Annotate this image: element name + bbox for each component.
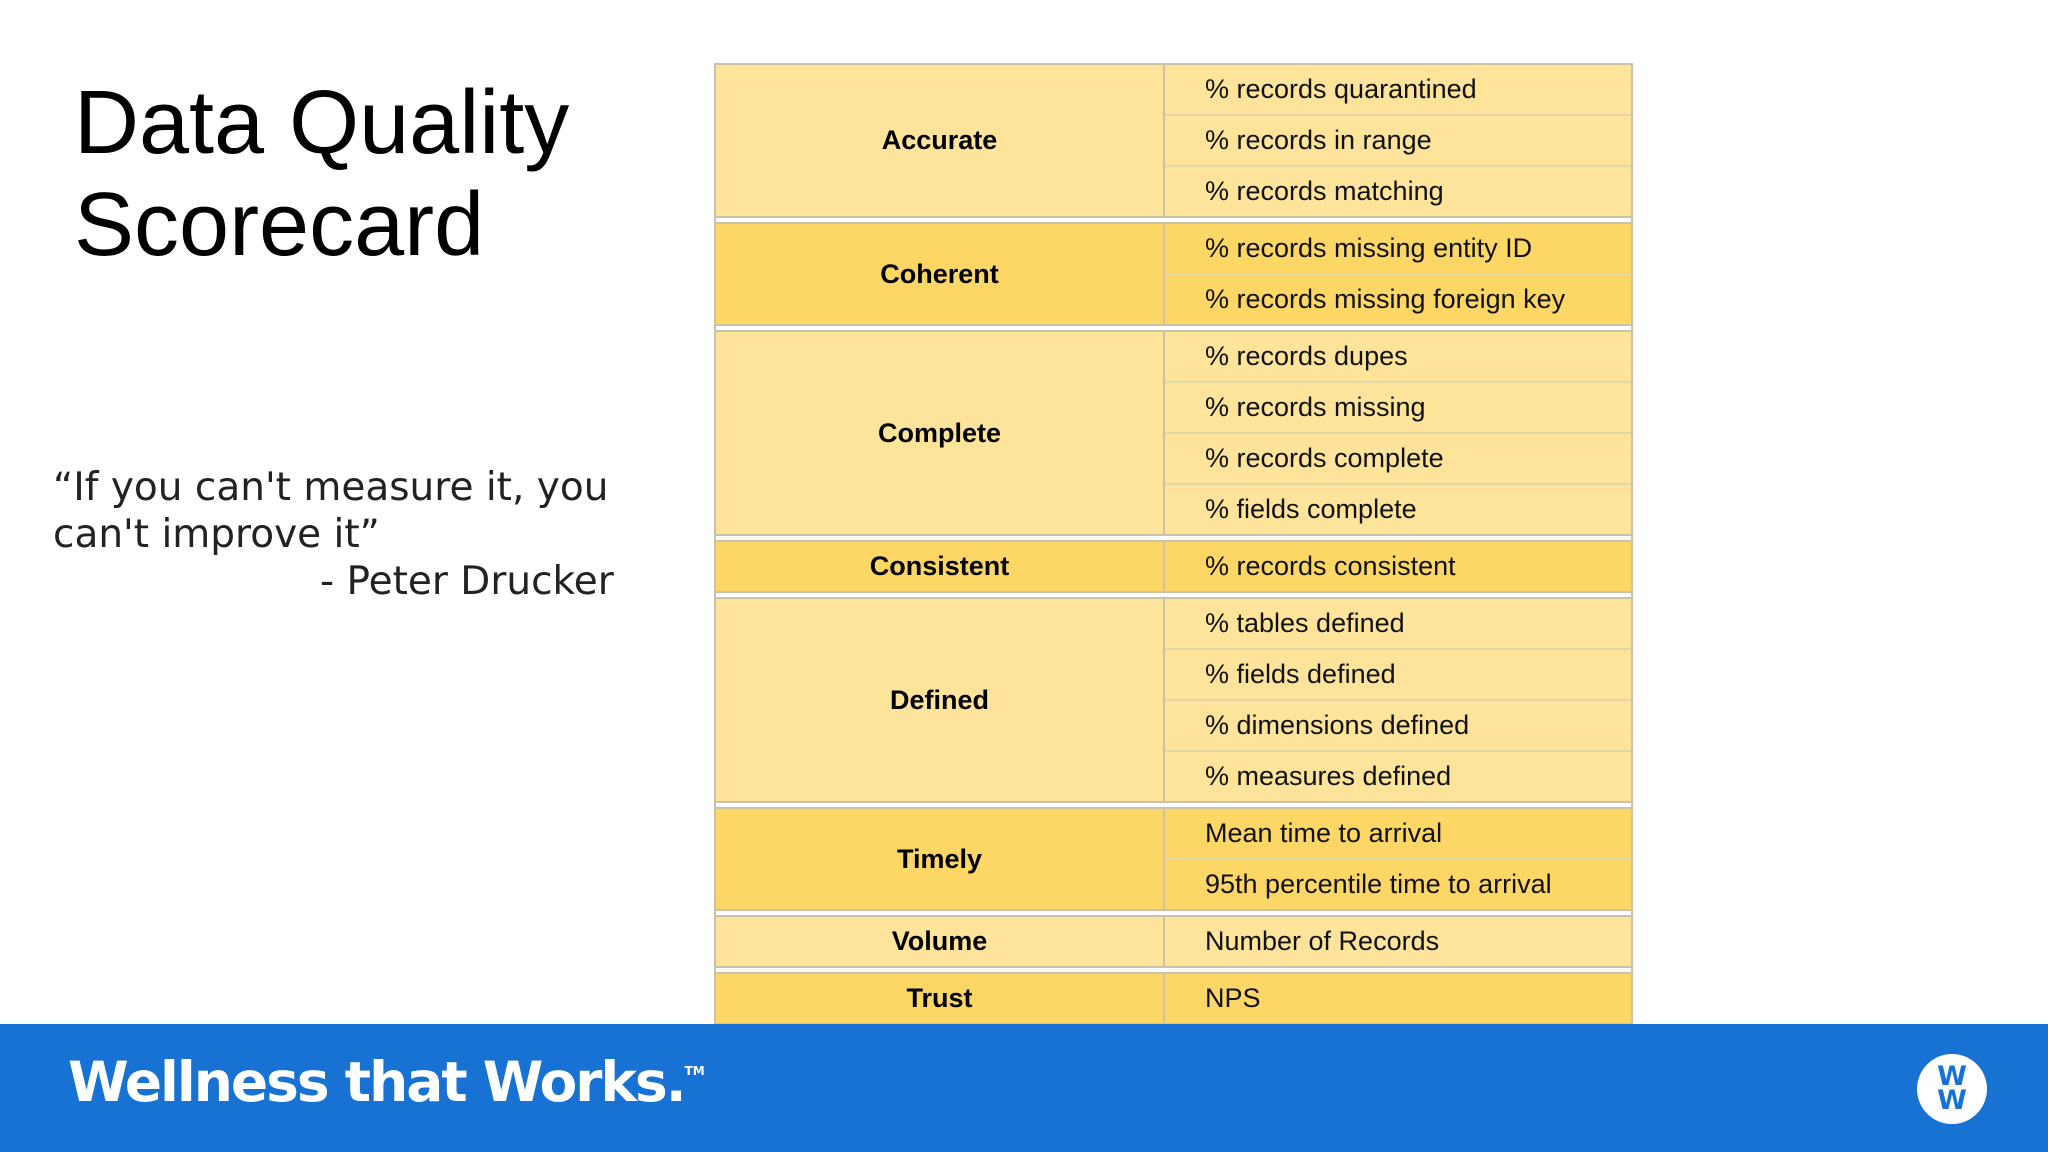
quote xyxy=(53,464,633,605)
metric-cell: % records complete xyxy=(1165,434,1631,485)
metric-cell: NPS xyxy=(1205,983,1261,1013)
metric-cell: % tables defined xyxy=(1165,599,1631,650)
footer-bar xyxy=(0,1024,2048,1152)
brand-tagline-text: Wellness that Works. xyxy=(68,1050,685,1114)
metric-cell: % records in range xyxy=(1165,116,1631,167)
scorecard-group-defined xyxy=(716,597,1631,803)
scorecard-group-timely xyxy=(716,807,1631,911)
metric-cell: % records missing entity ID xyxy=(1165,224,1631,275)
metric-cell: % dimensions defined xyxy=(1165,701,1631,752)
quote-line-2: can't improve it” xyxy=(53,512,380,557)
scorecard-table xyxy=(714,63,1633,1029)
quote-line-1: “If you can't measure it, you xyxy=(53,465,609,510)
brand-tagline xyxy=(68,1050,705,1114)
metric-cell: % records matching xyxy=(1205,176,1444,206)
scorecard-group-volume xyxy=(716,915,1631,968)
scorecard-group-consistent xyxy=(716,540,1631,593)
metric-cell: Number of Records xyxy=(1205,926,1440,956)
metric-cell: % fields complete xyxy=(1205,494,1417,524)
slide-title-line-2: Scorecard xyxy=(74,175,485,275)
metric-cell: % records quarantined xyxy=(1165,65,1631,116)
trademark-mark: TM xyxy=(684,1064,705,1078)
scorecard-group-coherent xyxy=(716,222,1631,326)
metric-cell: % records missing foreign key xyxy=(1205,284,1566,314)
metric-cell: % records consistent xyxy=(1205,551,1456,581)
logo-letter-top: W xyxy=(1937,1061,1967,1092)
metrics-list xyxy=(1165,332,1631,534)
logo-letter-bottom: W xyxy=(1937,1085,1967,1116)
category-cell: Trust xyxy=(716,974,1165,1023)
category-cell: Defined xyxy=(716,599,1165,801)
metric-cell: % records missing xyxy=(1165,383,1631,434)
category-cell: Complete xyxy=(716,332,1165,534)
category-cell: Timely xyxy=(716,809,1165,909)
metrics-list xyxy=(1165,809,1631,909)
metric-cell: % fields defined xyxy=(1165,650,1631,701)
ww-logo-icon xyxy=(1917,1054,1987,1124)
category-cell: Volume xyxy=(716,917,1165,966)
slide-title xyxy=(74,72,569,276)
metrics-list xyxy=(1165,542,1631,591)
category-cell: Coherent xyxy=(716,224,1165,324)
slide-title-line-1: Data Quality xyxy=(74,73,570,173)
metric-cell: % records dupes xyxy=(1165,332,1631,383)
metrics-list xyxy=(1165,65,1631,216)
scorecard-group-complete xyxy=(716,330,1631,536)
category-cell: Accurate xyxy=(716,65,1165,216)
quote-author: - Peter Drucker xyxy=(320,559,614,604)
scorecard-group-trust xyxy=(716,972,1631,1025)
metric-cell: % measures defined xyxy=(1205,761,1452,791)
metrics-list xyxy=(1165,599,1631,801)
scorecard-group-accurate xyxy=(716,63,1631,218)
metrics-list xyxy=(1165,974,1631,1023)
category-cell: Consistent xyxy=(716,542,1165,591)
metrics-list xyxy=(1165,917,1631,966)
metrics-list xyxy=(1165,224,1631,324)
metric-cell: 95th percentile time to arrival xyxy=(1205,869,1552,899)
metric-cell: Mean time to arrival xyxy=(1165,809,1631,860)
